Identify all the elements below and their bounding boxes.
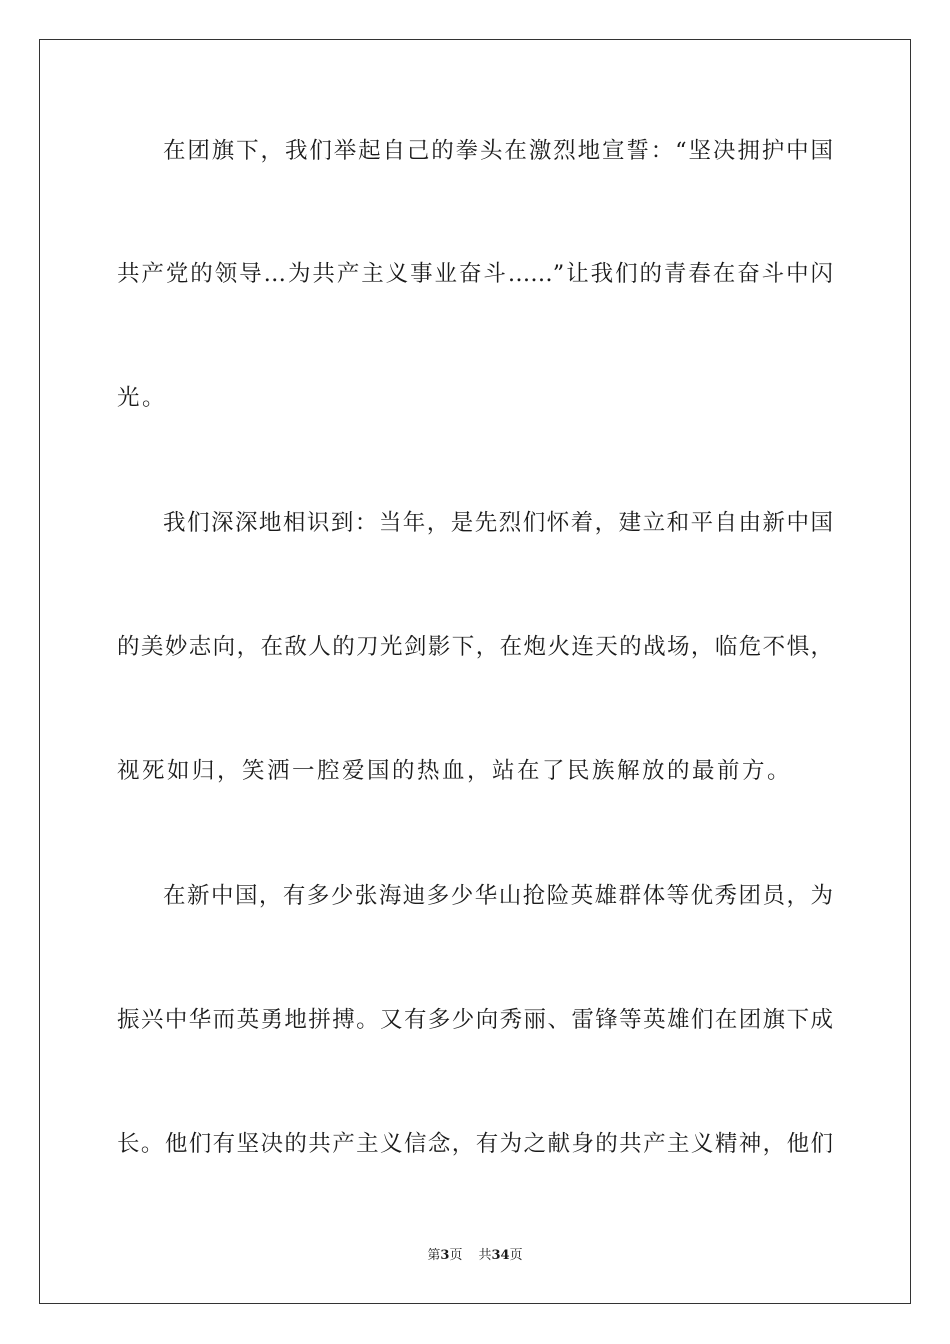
total-prefix: 共 — [478, 1248, 492, 1263]
page-suffix: 页 — [449, 1248, 463, 1263]
page-footer — [0, 1247, 950, 1265]
paragraph-2-line-2: 的美妙志向，在敌人的刀光剑影下，在炮火连天的战场，临危不惧， — [117, 634, 833, 660]
paragraph-3-line-3: 长。他们有坚决的共产主义信念，有为之献身的共产主义精神，他们 — [117, 1131, 833, 1157]
paragraph-1-line-2: 共产党的领导…为共产主义事业奋斗……”让我们的青春在奋斗中闪 — [117, 261, 833, 287]
page-border — [39, 39, 911, 1304]
paragraph-3-line-1: 在新中国，有多少张海迪多少华山抢险英雄群体等优秀团员，为 — [163, 883, 833, 909]
total-suffix: 页 — [509, 1248, 523, 1263]
paragraph-2-line-1: 我们深深地相识到：当年，是先烈们怀着，建立和平自由新中国 — [163, 510, 833, 536]
paragraph-3-line-2: 振兴中华而英勇地拼搏。又有多少向秀丽、雷锋等英雄们在团旗下成 — [117, 1007, 833, 1033]
page-prefix: 第 — [427, 1248, 441, 1263]
total-pages: 34 — [491, 1248, 510, 1263]
page-number: 3 — [440, 1248, 450, 1263]
paragraph-1-line-1: 在团旗下，我们举起自己的拳头在激烈地宣誓：“坚决拥护中国 — [163, 138, 833, 164]
paragraph-2-line-3: 视死如归，笑洒一腔爱国的热血，站在了民族解放的最前方。 — [117, 758, 793, 784]
paragraph-1-line-3: 光。 — [117, 385, 168, 411]
